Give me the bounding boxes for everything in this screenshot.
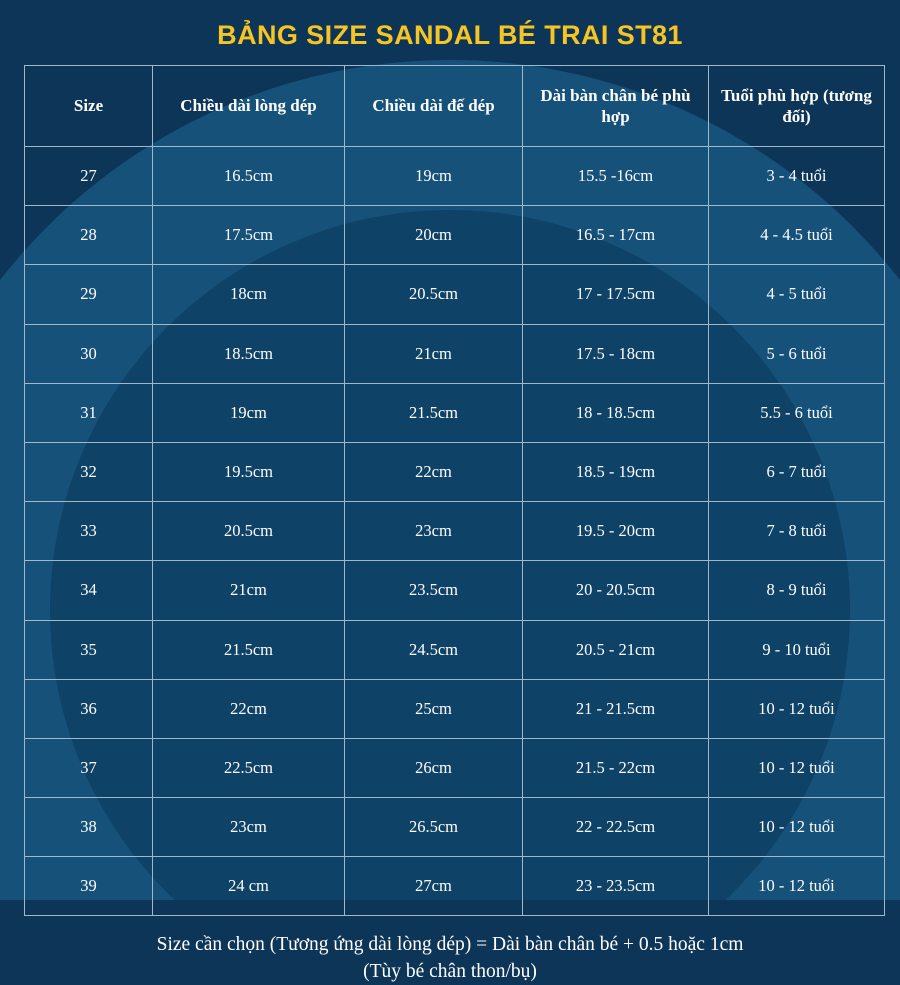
table-row (25, 857, 885, 916)
cell-age: 9 - 10 tuổi (709, 620, 885, 679)
cell-age: 10 - 12 tuổi (709, 798, 885, 857)
cell-foot-length: 15.5 -16cm (523, 147, 709, 206)
cell-insole-length: 20.5cm (153, 502, 345, 561)
cell-age: 5 - 6 tuổi (709, 324, 885, 383)
cell-size: 36 (25, 679, 153, 738)
cell-insole-length: 17.5cm (153, 206, 345, 265)
table-row (25, 265, 885, 324)
cell-sole-length: 21.5cm (345, 383, 523, 442)
cell-sole-length: 20cm (345, 206, 523, 265)
cell-sole-length: 23cm (345, 502, 523, 561)
table-row (25, 324, 885, 383)
table-header (25, 66, 885, 147)
cell-foot-length: 19.5 - 20cm (523, 502, 709, 561)
cell-size: 35 (25, 620, 153, 679)
cell-insole-length: 21cm (153, 561, 345, 620)
cell-age: 10 - 12 tuổi (709, 857, 885, 916)
table-row (25, 206, 885, 265)
size-table (24, 65, 885, 916)
cell-foot-length: 23 - 23.5cm (523, 857, 709, 916)
table-row (25, 383, 885, 442)
cell-insole-length: 19.5cm (153, 442, 345, 501)
page-title: BẢNG SIZE SANDAL BÉ TRAI ST81 (217, 20, 683, 50)
cell-sole-length: 26.5cm (345, 798, 523, 857)
cell-age: 4 - 4.5 tuổi (709, 206, 885, 265)
table-row (25, 620, 885, 679)
column-header-foot-length: Dài bàn chân bé phù hợp (523, 66, 709, 147)
cell-sole-length: 22cm (345, 442, 523, 501)
cell-size: 29 (25, 265, 153, 324)
cell-insole-length: 18cm (153, 265, 345, 324)
cell-insole-length: 18.5cm (153, 324, 345, 383)
cell-size: 33 (25, 502, 153, 561)
cell-size: 39 (25, 857, 153, 916)
cell-size: 27 (25, 147, 153, 206)
cell-foot-length: 20.5 - 21cm (523, 620, 709, 679)
column-header-insole-length: Chiều dài lòng dép (153, 66, 345, 147)
cell-sole-length: 20.5cm (345, 265, 523, 324)
table-row (25, 502, 885, 561)
footer-line-1: Size cần chọn (Tương ứng dài lòng dép) = Dài bàn chân bé + 0.5 hoặc 1cm (156, 934, 744, 956)
cell-size: 37 (25, 738, 153, 797)
cell-sole-length: 25cm (345, 679, 523, 738)
cell-insole-length: 24 cm (153, 857, 345, 916)
cell-foot-length: 17.5 - 18cm (523, 324, 709, 383)
table-row (25, 679, 885, 738)
cell-size: 30 (25, 324, 153, 383)
cell-age: 10 - 12 tuổi (709, 738, 885, 797)
cell-sole-length: 23.5cm (345, 561, 523, 620)
table-row (25, 798, 885, 857)
cell-size: 31 (25, 383, 153, 442)
cell-sole-length: 24.5cm (345, 620, 523, 679)
cell-size: 38 (25, 798, 153, 857)
cell-age: 6 - 7 tuổi (709, 442, 885, 501)
table-row (25, 561, 885, 620)
footer-line-2: (Tùy bé chân thon/bụ) (363, 960, 537, 982)
table-body (25, 147, 885, 916)
cell-age: 10 - 12 tuổi (709, 679, 885, 738)
cell-foot-length: 16.5 - 17cm (523, 206, 709, 265)
cell-sole-length: 19cm (345, 147, 523, 206)
cell-insole-length: 19cm (153, 383, 345, 442)
cell-age: 5.5 - 6 tuổi (709, 383, 885, 442)
cell-age: 3 - 4 tuổi (709, 147, 885, 206)
cell-sole-length: 26cm (345, 738, 523, 797)
cell-foot-length: 17 - 17.5cm (523, 265, 709, 324)
cell-age: 4 - 5 tuổi (709, 265, 885, 324)
cell-size: 34 (25, 561, 153, 620)
footer-note (24, 932, 876, 985)
table-row (25, 147, 885, 206)
cell-sole-length: 21cm (345, 324, 523, 383)
cell-sole-length: 27cm (345, 857, 523, 916)
cell-age: 7 - 8 tuổi (709, 502, 885, 561)
column-header-sole-length: Chiều dài đế dép (345, 66, 523, 147)
table-header-row (25, 66, 885, 147)
cell-insole-length: 22cm (153, 679, 345, 738)
column-header-size: Size (25, 66, 153, 147)
cell-foot-length: 21 - 21.5cm (523, 679, 709, 738)
cell-foot-length: 18 - 18.5cm (523, 383, 709, 442)
cell-insole-length: 23cm (153, 798, 345, 857)
table-row (25, 442, 885, 501)
cell-age: 8 - 9 tuổi (709, 561, 885, 620)
cell-size: 32 (25, 442, 153, 501)
cell-foot-length: 20 - 20.5cm (523, 561, 709, 620)
column-header-age: Tuổi phù hợp (tương đối) (709, 66, 885, 147)
cell-insole-length: 16.5cm (153, 147, 345, 206)
table-row (25, 738, 885, 797)
cell-foot-length: 21.5 - 22cm (523, 738, 709, 797)
cell-insole-length: 22.5cm (153, 738, 345, 797)
cell-insole-length: 21.5cm (153, 620, 345, 679)
cell-size: 28 (25, 206, 153, 265)
cell-foot-length: 18.5 - 19cm (523, 442, 709, 501)
cell-foot-length: 22 - 22.5cm (523, 798, 709, 857)
